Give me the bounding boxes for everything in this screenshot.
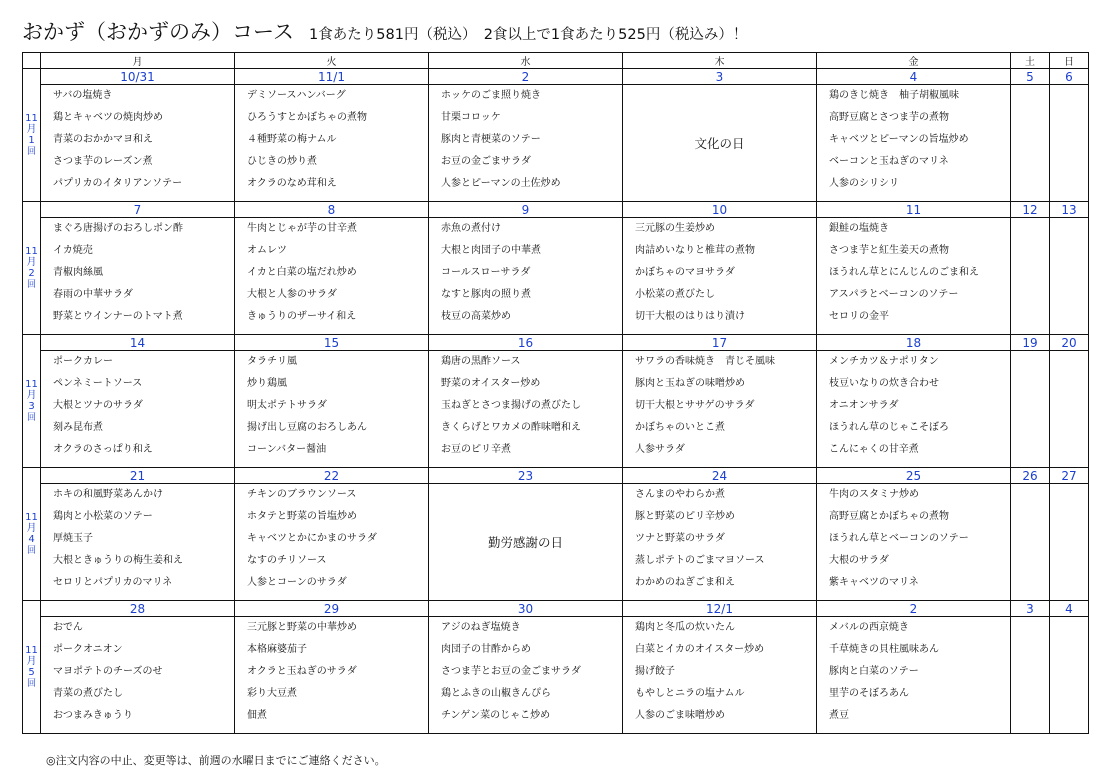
week-label-char: 月	[26, 522, 37, 534]
menu-item: 鶏肉と冬瓜の炊いたん	[635, 622, 735, 633]
menu-item: コーンバター醤油	[247, 444, 327, 455]
menu-item: 白菜とイカのオイスター炒め	[635, 644, 765, 655]
day-menu-cell	[817, 85, 1011, 202]
holiday-cell: 文化の日	[623, 85, 817, 202]
menu-item: 人参のシリシリ	[829, 178, 899, 189]
menu-item: イカ焼売	[53, 245, 93, 256]
day-menu-cell	[41, 617, 235, 734]
menu-item: 大根のサラダ	[829, 555, 889, 566]
date-cell: 25	[817, 468, 1011, 484]
menu-list	[41, 484, 234, 598]
menu-item: ほうれん草とにんじんのごま和え	[829, 267, 979, 278]
menu-calendar	[22, 52, 1089, 734]
menu-item: 人参サラダ	[635, 444, 685, 455]
menu-item: 鶏とキャベツの焼肉炒め	[53, 112, 163, 123]
menu-item: 野菜のオイスター炒め	[441, 378, 541, 389]
date-cell: 20	[1050, 335, 1089, 351]
weekend-empty-cell	[1011, 218, 1050, 335]
menu-item: 豚と野菜のピリ辛炒め	[635, 511, 735, 522]
day-menu-cell	[817, 484, 1011, 601]
menu-item: 佃煮	[247, 710, 267, 721]
menu-item: ポークカレー	[53, 356, 113, 367]
weekday-mon: 月	[41, 53, 235, 69]
menu-item: 小松菜の煮びたし	[635, 289, 715, 300]
date-cell: 17	[623, 335, 817, 351]
date-cell: 29	[235, 601, 429, 617]
menu-item: ひじきの炒り煮	[247, 156, 317, 167]
menu-item: キャベツとかにかまのサラダ	[247, 533, 377, 544]
menu-list	[41, 218, 234, 332]
menu-item: ベーコンと玉ねぎのマリネ	[829, 156, 949, 167]
page-title	[22, 16, 747, 46]
day-menu-cell	[817, 351, 1011, 468]
menu-item: 肉詰めいなりと椎茸の煮物	[635, 245, 755, 256]
menu-item: アスパラとベーコンのソテー	[829, 289, 959, 300]
menu-item: 三元豚と野菜の中華炒め	[247, 622, 357, 633]
menu-item: 大根と人参のサラダ	[247, 289, 337, 300]
week-label-char: 11	[25, 644, 38, 656]
menu-item: 厚焼玉子	[53, 533, 93, 544]
menu-item: パプリカのイタリアンソテー	[53, 178, 183, 189]
weekend-empty-cell	[1050, 85, 1089, 202]
date-cell: 5	[1011, 69, 1050, 85]
menu-item: オニオンサラダ	[829, 400, 899, 411]
menu-list	[817, 85, 1010, 199]
holiday-cell: 勤労感謝の日	[429, 484, 623, 601]
date-cell: 19	[1011, 335, 1050, 351]
menu-item: ポークオニオン	[53, 644, 123, 655]
date-cell: 6	[1050, 69, 1089, 85]
menu-item: きゅうりのザーサイ和え	[247, 311, 357, 322]
week-label	[23, 601, 41, 734]
menu-item: 豚肉と青梗菜のソテー	[441, 134, 541, 145]
menu-item: ほうれん草とベーコンのソテー	[829, 533, 969, 544]
weekend-empty-cell	[1011, 617, 1050, 734]
day-menu-cell	[41, 484, 235, 601]
day-menu-cell	[235, 484, 429, 601]
menu-list	[235, 218, 428, 332]
date-cell: 7	[41, 202, 235, 218]
week-label-char: 4	[28, 533, 35, 545]
menu-item: 鶏肉と小松菜のソテー	[53, 511, 153, 522]
date-cell: 21	[41, 468, 235, 484]
menu-list	[623, 484, 816, 598]
week-label-box: 回	[26, 678, 36, 689]
menu-item: 春雨の中華サラダ	[53, 289, 133, 300]
menu-item: 鶏のきじ焼き 柚子胡椒風味	[829, 90, 959, 101]
menu-item: サワラの香味焼き 青じそ風味	[635, 356, 775, 367]
weekday-fri: 金	[817, 53, 1011, 69]
menu-item: 枝豆いなりの炊き合わせ	[829, 378, 939, 389]
week-label	[23, 202, 41, 335]
menu-item: イカと白菜の塩だれ炒め	[247, 267, 357, 278]
menu-item: メンチカツ＆ナポリタン	[829, 356, 939, 367]
day-menu-cell	[817, 218, 1011, 335]
week-label-box: 回	[26, 146, 36, 157]
menu-item: 揚げ餃子	[635, 666, 675, 677]
day-menu-cell	[623, 351, 817, 468]
menu-item: まぐろ唐揚げのおろしポン酢	[53, 223, 183, 234]
weekday-thu: 木	[623, 53, 817, 69]
menu-item: 野菜とウインナーのトマト煮	[53, 311, 183, 322]
date-cell: 9	[429, 202, 623, 218]
week-label-char: 11	[25, 511, 38, 523]
week-label-box: 回	[26, 412, 36, 423]
date-cell: 30	[429, 601, 623, 617]
menu-item: 青菜のおかかマヨ和え	[53, 134, 153, 145]
menu-item: 炒り鶏風	[247, 378, 287, 389]
menu-list	[623, 351, 816, 465]
date-cell: 11/1	[235, 69, 429, 85]
menu-item: ひろうすとかぼちゃの煮物	[247, 112, 367, 123]
date-row	[23, 202, 1089, 218]
date-cell: 10/31	[41, 69, 235, 85]
menu-item: さつま芋のレーズン煮	[53, 156, 153, 167]
menu-item: 切干大根のはりはり漬け	[635, 311, 745, 322]
price-info: 1食あたり581円（税込） 2食以上で1食あたり525円（税込み）！	[309, 27, 748, 43]
weekend-empty-cell	[1011, 85, 1050, 202]
menu-item: 鶏唐の黒酢ソース	[441, 356, 521, 367]
week-label-char: 月	[26, 655, 37, 667]
date-cell: 28	[41, 601, 235, 617]
date-row	[23, 601, 1089, 617]
menu-item: 蒸しポテトのごまマヨソース	[635, 555, 765, 566]
day-menu-cell	[41, 351, 235, 468]
date-cell: 3	[623, 69, 817, 85]
date-row	[23, 69, 1089, 85]
course-title: おかず（おかずのみ）コース	[22, 20, 294, 44]
date-cell: 3	[1011, 601, 1050, 617]
date-cell: 2	[429, 69, 623, 85]
menu-item: 豚肉と白菜のソテー	[829, 666, 919, 677]
menu-list	[41, 351, 234, 465]
menu-list	[41, 617, 234, 731]
menu-item: 三元豚の生姜炒め	[635, 223, 715, 234]
week-label	[23, 69, 41, 202]
menu-item: サバの塩焼き	[53, 90, 113, 101]
date-cell: 4	[817, 69, 1011, 85]
menu-row	[23, 484, 1089, 601]
menu-item: 切干大根とササゲのサラダ	[635, 400, 755, 411]
menu-item: 牛肉とじゃが芋の甘辛煮	[247, 223, 357, 234]
menu-item: 揚げ出し豆腐のおろしあん	[247, 422, 367, 433]
date-cell: 10	[623, 202, 817, 218]
menu-item: 青菜の煮びたし	[53, 688, 123, 699]
menu-item: 牛肉のスタミナ炒め	[829, 489, 919, 500]
weekend-empty-cell	[1050, 351, 1089, 468]
menu-item: オクラのさっぱり和え	[53, 444, 153, 455]
weekend-empty-cell	[1050, 617, 1089, 734]
date-cell: 27	[1050, 468, 1089, 484]
date-row	[23, 335, 1089, 351]
menu-list	[429, 85, 622, 199]
menu-item: かぼちゃのいとこ煮	[635, 422, 725, 433]
day-menu-cell	[235, 617, 429, 734]
menu-list	[817, 484, 1010, 598]
weekend-empty-cell	[1050, 218, 1089, 335]
menu-item: わかめのねぎごま和え	[635, 577, 735, 588]
menu-item: さつま芋とお豆の金ごまサラダ	[441, 666, 581, 677]
menu-item: 大根ときゅうりの梅生姜和え	[53, 555, 183, 566]
menu-item: セロリとパプリカのマリネ	[53, 577, 173, 588]
weeks-body	[23, 69, 1089, 734]
menu-item: こんにゃくの甘辛煮	[829, 444, 919, 455]
day-menu-cell	[623, 218, 817, 335]
menu-list	[235, 617, 428, 731]
menu-item: 人参とピーマンの土佐炒め	[441, 178, 561, 189]
day-menu-cell	[235, 218, 429, 335]
menu-item: お豆の金ごまサラダ	[441, 156, 531, 167]
menu-list	[429, 617, 622, 731]
menu-item: タラチリ風	[247, 356, 297, 367]
day-menu-cell	[623, 484, 817, 601]
menu-item: 千草焼きの貝柱風味あん	[829, 644, 939, 655]
menu-item: 人参のごま味噌炒め	[635, 710, 725, 721]
menu-item: 高野豆腐とさつま芋の煮物	[829, 112, 949, 123]
date-cell: 14	[41, 335, 235, 351]
menu-item: 枝豆の高菜炒め	[441, 311, 511, 322]
weekday-wed: 水	[429, 53, 623, 69]
menu-item: 人参とコーンのサラダ	[247, 577, 347, 588]
menu-list	[817, 617, 1010, 731]
menu-item: オムレツ	[247, 245, 287, 256]
menu-item: 刻み昆布煮	[53, 422, 103, 433]
menu-list	[235, 85, 428, 199]
weekday-sun: 日	[1050, 53, 1089, 69]
week-label-char: 3	[28, 400, 35, 412]
week-label-char: 11	[25, 378, 38, 390]
menu-item: セロリの金平	[829, 311, 889, 322]
menu-item: キャベツとピーマンの旨塩炒め	[829, 134, 969, 145]
menu-item: 里芋のそぼろあん	[829, 688, 909, 699]
day-menu-cell	[429, 617, 623, 734]
menu-item: 本格麻婆茄子	[247, 644, 307, 655]
date-cell: 23	[429, 468, 623, 484]
menu-item: ホッケのごま照り焼き	[441, 90, 541, 101]
menu-item: ツナと野菜のサラダ	[635, 533, 725, 544]
menu-item: 彩り大豆煮	[247, 688, 297, 699]
weekday-sat: 土	[1011, 53, 1050, 69]
menu-item: デミソースハンバーグ	[247, 90, 346, 101]
day-menu-cell	[235, 85, 429, 202]
week-label-char: 月	[26, 256, 37, 268]
menu-item: アジのねぎ塩焼き	[441, 622, 521, 633]
order-change-note: ◎注文内容の中止、変更等は、前週の水曜日までにご連絡ください。	[46, 754, 386, 767]
day-menu-cell	[429, 218, 623, 335]
menu-item: メバルの西京焼き	[829, 622, 909, 633]
weekday-header-row	[23, 53, 1089, 69]
menu-list	[429, 218, 622, 332]
menu-item: オクラのなめ茸和え	[247, 178, 337, 189]
week-label-char: 月	[26, 123, 37, 135]
date-cell: 16	[429, 335, 623, 351]
menu-item: さんまのやわらか煮	[635, 489, 725, 500]
menu-item: お豆のピリ辛煮	[441, 444, 511, 455]
menu-item: ホキの和風野菜あんかけ	[53, 489, 163, 500]
menu-item: 豚肉と玉ねぎの味噌炒め	[635, 378, 745, 389]
weekday-tue: 火	[235, 53, 429, 69]
week-label-char: 11	[25, 245, 38, 257]
date-cell: 24	[623, 468, 817, 484]
menu-item: ホタテと野菜の旨塩炒め	[247, 511, 357, 522]
date-cell: 12	[1011, 202, 1050, 218]
menu-item: チキンのブラウンソース	[247, 489, 357, 500]
weekend-empty-cell	[1011, 484, 1050, 601]
menu-item: もやしとニラの塩ナムル	[635, 688, 745, 699]
date-cell: 15	[235, 335, 429, 351]
date-cell: 18	[817, 335, 1011, 351]
menu-item: 鶏とふきの山椒きんぴら	[441, 688, 551, 699]
weekend-empty-cell	[1011, 351, 1050, 468]
date-cell: 13	[1050, 202, 1089, 218]
day-menu-cell	[817, 617, 1011, 734]
menu-list	[235, 484, 428, 598]
day-menu-cell	[41, 218, 235, 335]
date-cell: 22	[235, 468, 429, 484]
week-label-char: 月	[26, 389, 37, 401]
menu-item: ４種野菜の梅ナムル	[247, 134, 337, 145]
menu-item: チンゲン菜のじゃこ炒め	[441, 710, 551, 721]
day-menu-cell	[235, 351, 429, 468]
menu-item: ほうれん草のじゃこそぼろ	[829, 422, 949, 433]
menu-item: 大根と肉団子の中華煮	[441, 245, 541, 256]
day-menu-cell	[429, 85, 623, 202]
menu-list	[817, 218, 1010, 332]
menu-item: 肉団子の甘酢からめ	[441, 644, 531, 655]
menu-list	[429, 351, 622, 465]
menu-item: コールスローサラダ	[441, 267, 531, 278]
date-cell: 11	[817, 202, 1011, 218]
menu-list	[235, 351, 428, 465]
day-menu-cell	[41, 85, 235, 202]
menu-item: 銀鮭の塩焼き	[829, 223, 889, 234]
menu-item: 煮豆	[829, 710, 849, 721]
day-menu-cell	[623, 617, 817, 734]
week-label	[23, 335, 41, 468]
menu-row	[23, 85, 1089, 202]
menu-item: 青椒肉絲風	[53, 267, 103, 278]
menu-item: 大根とツナのサラダ	[53, 400, 143, 411]
weekend-empty-cell	[1050, 484, 1089, 601]
week-label-char: 11	[25, 112, 38, 124]
menu-item: おでん	[53, 622, 83, 633]
menu-list	[41, 85, 234, 199]
menu-item: 玉ねぎとさつま揚げの煮びたし	[441, 400, 581, 411]
menu-item: 紫キャベツのマリネ	[829, 577, 919, 588]
menu-item: なすと豚肉の照り煮	[441, 289, 531, 300]
menu-list	[817, 351, 1010, 465]
menu-item: オクラと玉ねぎのサラダ	[247, 666, 357, 677]
date-cell: 8	[235, 202, 429, 218]
menu-item: マヨポテトのチーズのせ	[53, 666, 163, 677]
menu-item: きくらげとワカメの酢味噌和え	[441, 422, 581, 433]
menu-item: さつま芋と紅生姜天の煮物	[829, 245, 949, 256]
menu-list	[623, 617, 816, 731]
menu-item: 赤魚の煮付け	[441, 223, 501, 234]
menu-item: おつまみきゅうり	[53, 710, 133, 721]
menu-item: 明太ポテトサラダ	[247, 400, 327, 411]
menu-row	[23, 351, 1089, 468]
day-menu-cell	[429, 351, 623, 468]
date-cell: 2	[817, 601, 1011, 617]
menu-item: かぼちゃのマヨサラダ	[635, 267, 735, 278]
menu-list	[623, 218, 816, 332]
menu-row	[23, 617, 1089, 734]
week-label	[23, 468, 41, 601]
week-label-box: 回	[26, 545, 36, 556]
week-label-box: 回	[26, 279, 36, 290]
menu-item: ペンネミートソース	[53, 378, 143, 389]
date-cell: 12/1	[623, 601, 817, 617]
corner-cell	[23, 53, 41, 69]
menu-item: なすのチリソース	[247, 555, 327, 566]
date-cell: 4	[1050, 601, 1089, 617]
menu-item: 高野豆腐とかぼちゃの煮物	[829, 511, 949, 522]
week-label-char: 5	[28, 666, 35, 678]
date-cell: 26	[1011, 468, 1050, 484]
menu-row	[23, 218, 1089, 335]
week-label-char: 1	[28, 134, 35, 146]
menu-item: 甘栗コロッケ	[441, 112, 501, 123]
date-row	[23, 468, 1089, 484]
week-label-char: 2	[28, 267, 35, 279]
